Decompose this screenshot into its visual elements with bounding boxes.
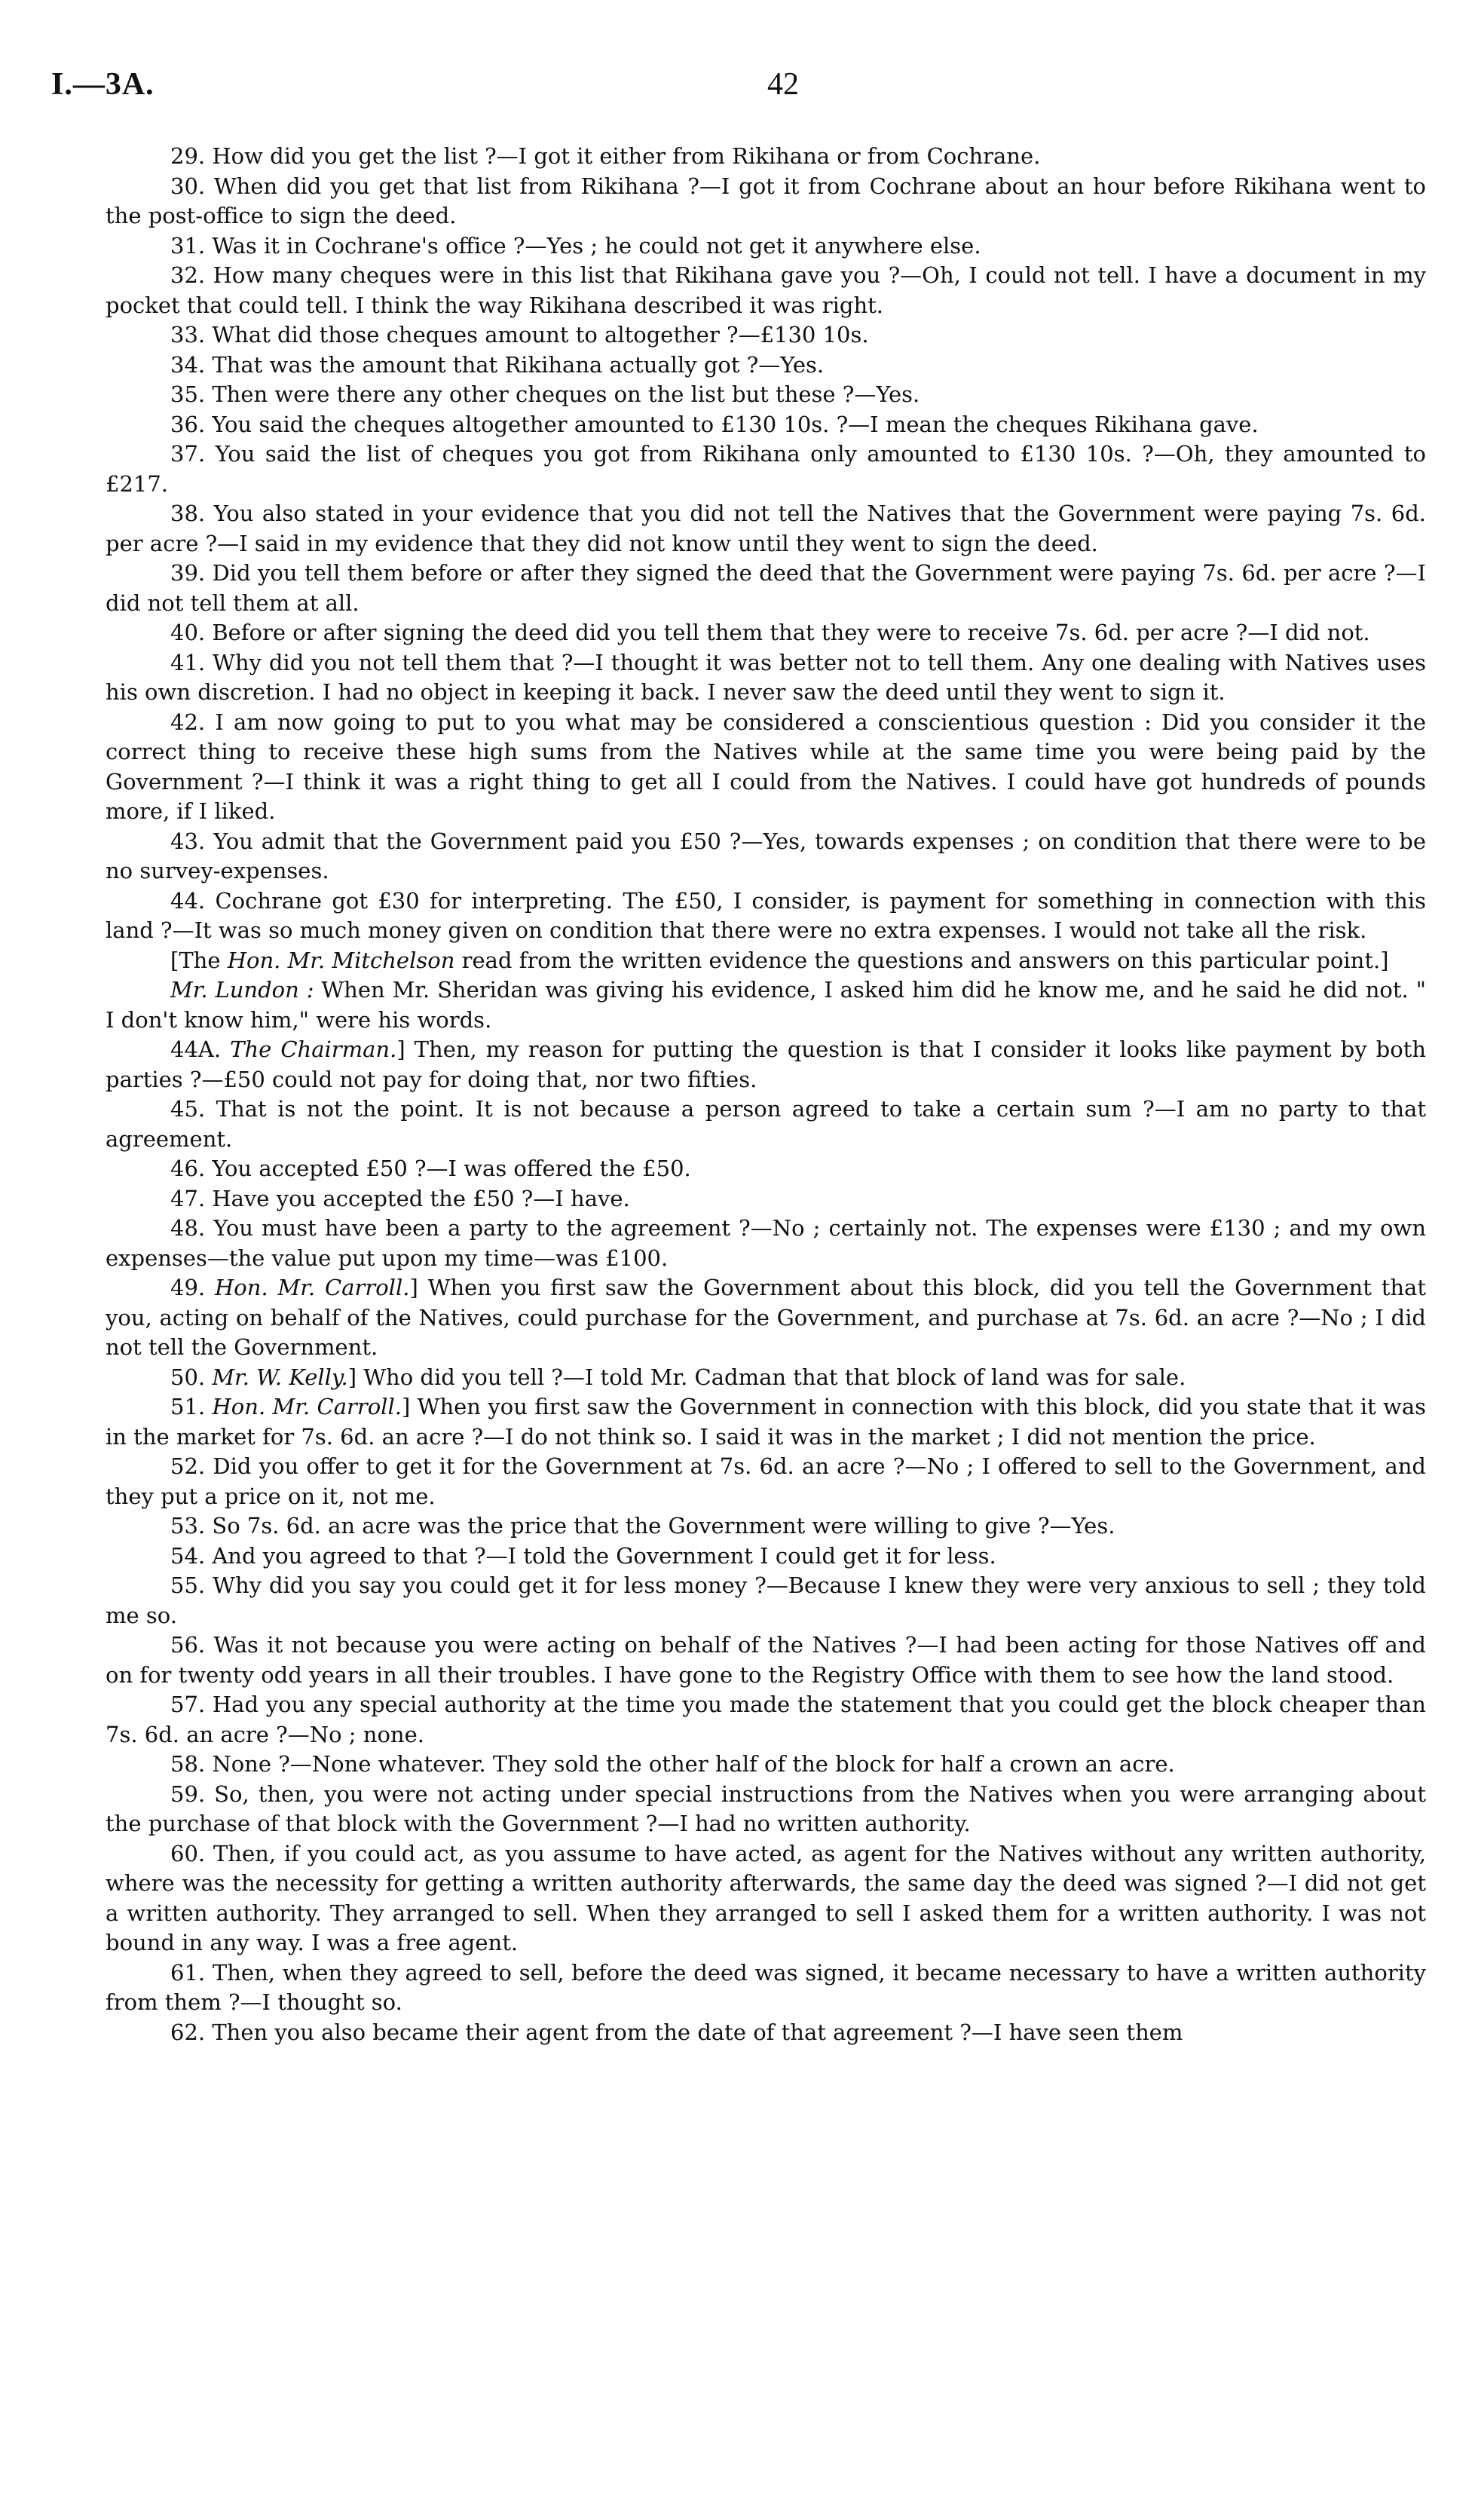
paragraph-text: ] Then, my reason for putting the question is that I consider it looks like payment by both parties ?—£50 could not pay for doing that, nor two fifties. [106,1036,1426,1092]
paragraph-text: 43. You admit that the Government paid you £50 ?—Yes, towards expenses ; on condition that there were to be no survey-expenses. [106,828,1426,883]
evidence-paragraph [106,1958,1426,2018]
evidence-paragraph [106,320,1426,351]
paragraph-text: 47. Have you accepted the £50 ?—I have. [170,1185,630,1211]
evidence-paragraph [106,1511,1426,1542]
speaker-name: Hon. Mr. Mitchelson [227,947,455,973]
evidence-paragraph [106,380,1426,410]
speaker-name: Mr. W. Kelly. [212,1364,348,1390]
speaker-name: Mr. Lundon : [170,977,314,1003]
paragraph-text: 57. Had you any special authority at the time you made the statement that you could get the block cheaper than 7s. 6d. an acre ?—No ; none. [106,1692,1426,1747]
paragraph-text: 46. You accepted £50 ?—I was offered the £50. [170,1156,691,1181]
evidence-paragraph [106,975,1426,1035]
paragraph-text: ] When you first saw the Government in connection with this block, did you state that it was in the market for 7s. 6d. an acre ?—I do not think so. I said it was in the market ; I did not mention the price. [106,1394,1427,1450]
evidence-paragraph [106,1452,1426,1511]
paragraph-text: 29. How did you get the list ?—I got it either from Rikihana or from Cochrane. [170,143,1041,169]
evidence-paragraph [106,1035,1426,1095]
evidence-paragraph [106,2018,1426,2048]
paragraph-text: ] When you first saw the Government about this block, did you tell the Government that you, acting on behalf of the Natives, could purchase for the Government, and purchase at 7s. 6d. an acre ?—No ; I did not tell the Government. [106,1275,1427,1360]
evidence-text [106,142,1426,2047]
paragraph-text: 33. What did those cheques amount to altogether ?—£130 10s. [170,322,869,348]
speaker-name: Hon. Mr. Carroll. [215,1275,410,1300]
paragraph-text: 58. None ?—None whatever. They sold the other half of the block for half a crown an acre. [170,1751,1175,1777]
evidence-paragraph [106,439,1426,499]
paragraph-text: 35. Then were there any other cheques on the list but these ?—Yes. [170,381,920,407]
evidence-paragraph [106,261,1426,320]
page-header [51,66,1434,112]
paragraph-prefix: 44A. [170,1036,231,1062]
evidence-paragraph [106,142,1426,172]
paragraph-text: 61. Then, when they agreed to sell, before the deed was signed, it became necessary to have a written authority from them ?—I thought so. [106,1959,1426,2015]
evidence-paragraph [106,1214,1426,1273]
evidence-paragraph [106,1273,1426,1363]
evidence-paragraph [106,618,1426,648]
paragraph-prefix: 50. [170,1364,213,1390]
paragraph-text: 30. When did you get that list from Rikihana ?—I got it from Cochrane about an hour before Rikihana went to the post-office to sign the deed. [106,173,1426,228]
evidence-paragraph [106,499,1426,559]
evidence-paragraph [106,648,1426,708]
evidence-paragraph [106,1750,1426,1780]
paragraph-text: 45. That is not the point. It is not because a person agreed to take a certain sum ?—I am no party to that agreement. [106,1096,1426,1152]
evidence-paragraph [106,946,1426,976]
evidence-paragraph [106,231,1426,262]
page-number: 42 [767,67,799,102]
evidence-paragraph [106,1690,1426,1750]
evidence-paragraph [106,1630,1426,1690]
paragraph-prefix: 49. [170,1275,216,1300]
paragraph-text: 44. Cochrane got £30 for interpreting. The £50, I consider, is payment for something in connection with this land ?—It was so much money given on condition that there were no extra expenses. I would not take all the risk. [106,887,1426,943]
evidence-paragraph [106,1184,1426,1214]
paragraph-text: 48. You must have been a party to the agreement ?—No ; certainly not. The expenses were £130 ; and my own expenses—the value put upon my time—was £100. [106,1215,1426,1271]
paragraph-text: 53. So 7s. 6d. an acre was the price that the Government were willing to give ?—Yes. [170,1513,1115,1539]
paragraph-text: 62. Then you also became their agent from the date of that agreement ?—I have seen them [170,2019,1183,2045]
evidence-paragraph [106,1095,1426,1154]
paragraph-text: 34. That was the amount that Rikihana actually got ?—Yes. [170,351,825,378]
evidence-paragraph [106,1392,1426,1452]
paragraph-prefix: [The [170,947,228,973]
evidence-paragraph [106,172,1426,231]
speaker-name: Hon. Mr. Carroll. [212,1394,402,1419]
paragraph-text: 31. Was it in Cochrane's office ?—Yes ; he could not get it anywhere else. [170,232,981,259]
paragraph-text: 36. You said the cheques altogether amounted to £130 10s. ?—I mean the cheques Rikihana gave. [170,411,1259,437]
document-reference: I.—3A. [51,67,155,102]
paragraph-text: read from the written evidence the questions and answers on this particular point.] [454,947,1389,973]
paragraph-text: 39. Did you tell them before or after they signed the deed that the Government were paying 7s. 6d. per acre ?—I did not tell them at all. [106,560,1426,616]
paragraph-prefix: 51. [170,1394,213,1419]
paragraph-text: 54. And you agreed to that ?—I told the Government I could get it for less. [170,1542,996,1569]
paragraph-text: When Mr. Sheridan was giving his evidence, I asked him did he know me, and he said he did not. " I don't know him," were his words. [106,977,1426,1033]
paragraph-text: 52. Did you offer to get it for the Government at 7s. 6d. an acre ?—No ; I offered to sell to the Government, and they put a price on it, not me. [106,1453,1426,1509]
evidence-paragraph [106,1542,1426,1572]
paragraph-text: 32. How many cheques were in this list that Rikihana gave you ?—Oh, I could not tell. I have a document in my pocket that could tell. I think the way Rikihana described it was right. [106,262,1426,318]
paragraph-text: 60. Then, if you could act, as you assume to have acted, as agent for the Natives without any written authority, where was the necessity for getting a written authority afterwards, the same day the deed was signed ?—I did not get a written authority. They arranged to sell. When they arranged to sell I asked them for a written authority. I was not bound in any way. I was a free agent. [106,1840,1426,1955]
paragraph-text: 38. You also stated in your evidence that you did not tell the Natives that the Government were paying 7s. 6d. per acre ?—I said in my evidence that they did not know until they went to sign the deed. [106,501,1426,556]
paragraph-text: 40. Before or after signing the deed did you tell them that they were to receive 7s. 6d. per acre ?—I did not. [170,620,1370,645]
evidence-paragraph [106,1780,1426,1839]
paragraph-text: 42. I am now going to put to you what may be considered a conscientious question : Did you consider it the correct thing to receive these high sums from the Natives while at the same time you were being paid by the Government ?—I think it was a right thing to get all I could from the Natives. I could have got hundreds of pounds more, if I liked. [106,709,1426,824]
paragraph-text: ] Who did you tell ?—I told Mr. Cadman that that block of land was for sale. [347,1364,1186,1390]
paragraph-text: 56. Was it not because you were acting on behalf of the Natives ?—I had been acting for those Natives off and on for twenty odd years in all their troubles. I have gone to the Registry Office with them to see how the land stood. [106,1632,1426,1688]
evidence-paragraph [106,886,1426,946]
evidence-paragraph [106,708,1426,827]
paragraph-text: 55. Why did you say you could get it for less money ?—Because I knew they were very anxious to sell ; they told me so. [106,1572,1426,1628]
evidence-paragraph [106,1363,1426,1393]
speaker-name: The Chairman. [230,1036,397,1062]
paragraph-text: 37. You said the list of cheques you got from Rikihana only amounted to £130 10s. ?—Oh, they amounted to £217. [106,441,1426,497]
evidence-paragraph [106,351,1426,381]
paragraph-text: 41. Why did you not tell them that ?—I thought it was better not to tell them. Any one dealing with Natives uses his own discretion. I had no object in keeping it back. I never saw the deed until they went to sign it. [106,649,1426,705]
paragraph-text: 59. So, then, you were not acting under special instructions from the Natives when you were arranging about the purchase of that block with the Government ?—I had no written authority. [106,1781,1426,1836]
evidence-paragraph [106,410,1426,440]
evidence-paragraph [106,827,1426,886]
evidence-paragraph [106,1154,1426,1184]
evidence-paragraph [106,559,1426,618]
evidence-paragraph [106,1839,1426,1958]
evidence-paragraph [106,1571,1426,1630]
